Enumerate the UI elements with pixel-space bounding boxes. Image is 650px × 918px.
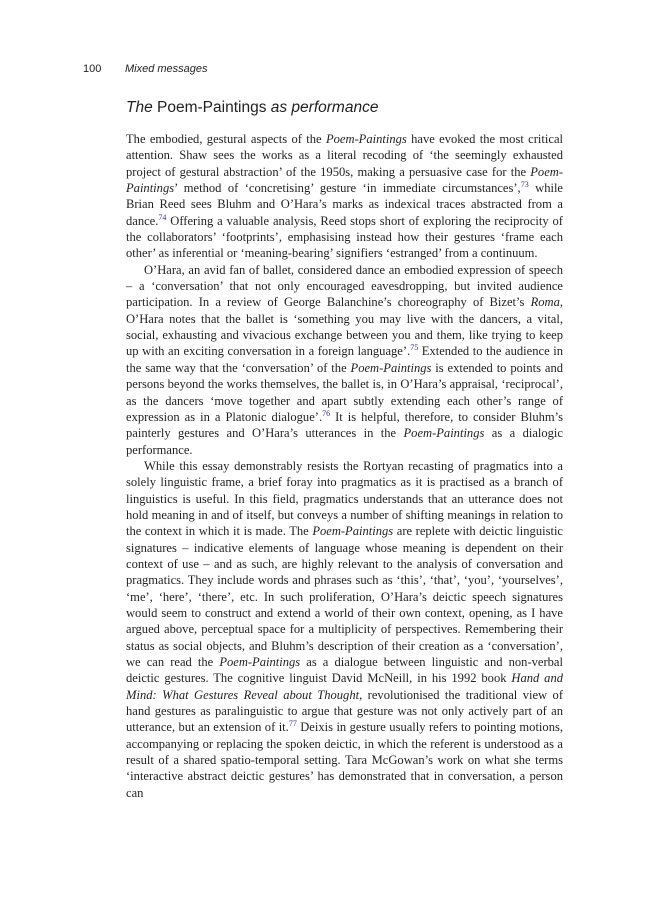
page-number: 100 [83, 63, 102, 75]
running-head [83, 61, 563, 77]
body-text [126, 131, 563, 801]
text-run: Extended to the audience in the same way that the ‘conversation’ of the [126, 344, 563, 375]
paragraph [126, 458, 563, 801]
section-title [126, 98, 566, 118]
text-run: as a dialogic performance. [126, 426, 563, 457]
italic-text: Poem-Paintings [403, 426, 485, 441]
text-run: while Brian Reed sees Bluhm and O’Hara’s marks as indexical traces abstracted from a dance. [126, 181, 564, 228]
footnote-ref[interactable]: 73 [520, 179, 529, 189]
footnote-ref[interactable]: 74 [158, 212, 167, 222]
italic-text: Poem-Paintings [126, 164, 563, 196]
running-title: Mixed messages [125, 63, 208, 75]
section-title-part: The [126, 99, 153, 116]
italic-text: Poem-Paintings [350, 360, 432, 375]
text-run: have evoked the most critical attention. Shaw sees the works as a literal recoding of ‘the seemingly exhausted project of gestural abstraction’ of the 1950s, making a persuasive case for the [126, 132, 563, 179]
paragraph [126, 262, 563, 458]
footnote-ref[interactable]: 76 [322, 408, 331, 418]
text-run: Offering a valuable analysis, Reed stops short of exploring the reciprocity of the collaborators’ ‘footprints’, emphasising instead how their gestures ‘frame each other’ as inferential or ‘meaning-bearing’ signifiers ‘estranged’ from a continuum. [126, 213, 563, 261]
italic-text: Hand and Mind: What Gestures Reveal about Thought [126, 671, 563, 702]
text-run: O’Hara, an avid fan of ballet, considered dance an embodied expression of speech – a ‘conversation’ that not only encouraged eavesdropping, but invited audience participation. In a review of George Balanchine’s choreography of Bizet’s [126, 262, 563, 310]
text-run: , revolutionised the traditional view of hand gestures as paralinguistic to argue that gesture was not only actively part of an utterance, but an extension of it. [126, 687, 564, 735]
text-run: , O’Hara notes that the ballet is ‘something you may live with the dancers, a vital, social, exhausting and vivacious exchange between you and them, like trying to keep up with an exciting conversation in a foreign language’. [126, 295, 563, 359]
italic-text: Poem-Paintings [312, 524, 394, 539]
text-run: are replete with deictic linguistic signatures – indicative elements of language whose meaning is dependent on their context of use – and as such, are highly relevant to the analysis of conversation and pragmatics. They include words and phrases such as ‘this’, ‘that’, ‘you’, ‘yourselves’, ‘me’, ‘here’, ‘there’, etc. In such proliferation, O’Hara’s deictic speech signatures would seem to construct and extend a world of their own context, opening, as I have argued above, perceptual space for a multiplicity of perspectives. Remembering their status as social objects, and Bluhm’s description of their creation as a ‘conversation’, we can read the [126, 524, 564, 669]
text-run: It is helpful, therefore, to consider Bluhm’s painterly gestures and O’Hara’s utterances in the [126, 409, 564, 441]
italic-text: Roma [530, 295, 560, 310]
italic-text: Poem-Paintings [325, 132, 407, 146]
text-run: Deixis in gesture usually refers to pointing motions, accompanying or replacing the spoken deictic, in which the referent is understood as a result of a shared spatio-temporal setting. Tara McGowan’s work on what she terms ‘interactive abstract deictic gestures’ has demonstrated that in conversation, a person can [126, 720, 563, 800]
footnote-ref[interactable]: 77 [288, 719, 297, 729]
section-title-part: as performance [270, 99, 379, 116]
text-run: ’ method of ‘concretising’ gesture ‘in immediate circumstances’, [174, 181, 521, 196]
italic-text: Poem-Paintings [219, 655, 301, 669]
text-run: The embodied, gestural aspects of the [126, 132, 326, 146]
text-run: is extended to points and persons beyond the works themselves, the ballet is, in O’Hara’s appraisal, ‘reciprocal’, as the dancers ‘move together and apart subtly extending each other’s range of expression as in a Platonic dialogue’. [126, 360, 564, 424]
footnote-ref[interactable]: 75 [410, 343, 419, 353]
text-run: as a dialogue between linguistic and non-verbal deictic gestures. The cognitive linguist David McNeill, in his 1992 book [126, 655, 563, 686]
section-title-part: Poem-Paintings [152, 99, 271, 116]
text-run: While this essay demonstrably resists the Rortyan recasting of pragmatics into a solely linguistic frame, a brief foray into pragmatics as it is practised as a branch of linguistics is useful. In this field, pragmatics understands that an utterance does not hold meaning in and of itself, but conveys a number of shifting meanings in relation to the context in which it is made. The [126, 458, 563, 539]
paragraph [126, 131, 563, 262]
